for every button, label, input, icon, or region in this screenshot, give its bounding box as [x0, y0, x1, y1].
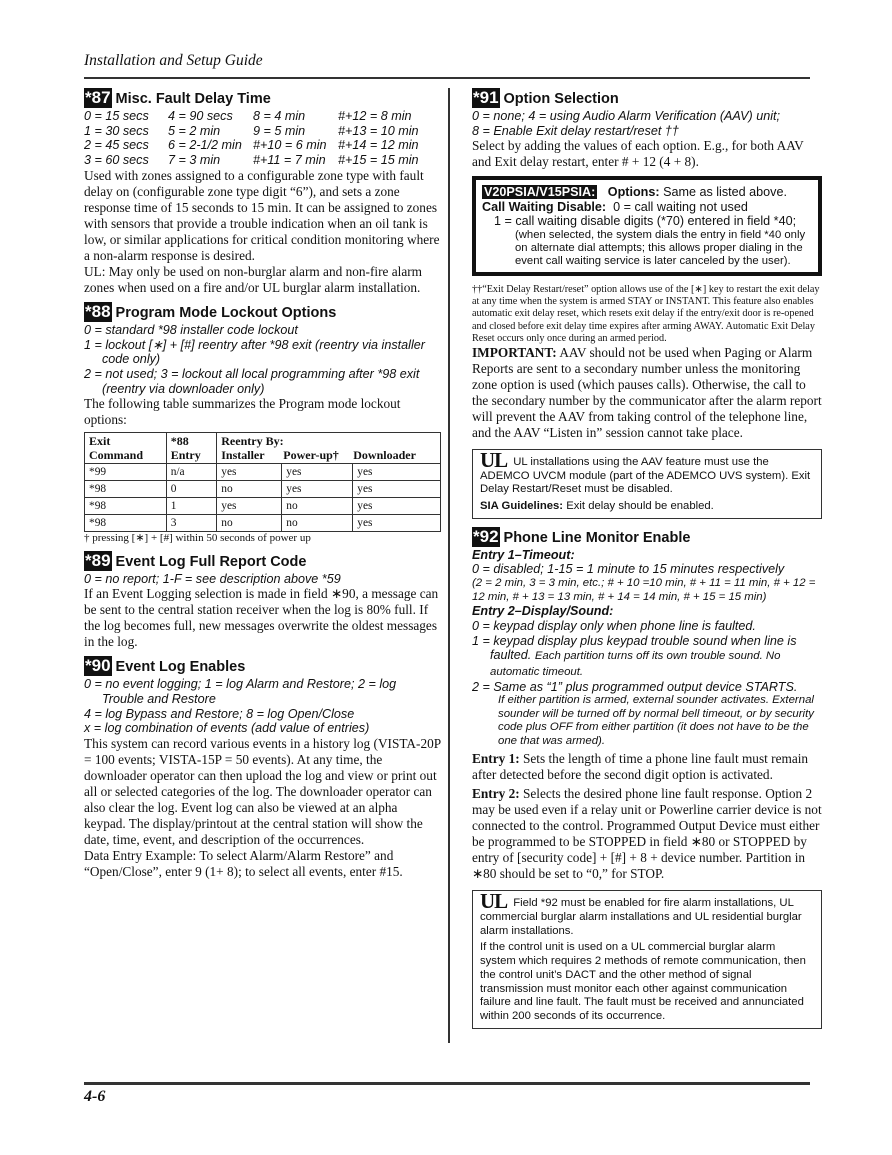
- field-88-option-1: 1 = lockout [∗] + [#] reentry after *98 exit (reentry via installer code only): [84, 337, 425, 367]
- field-91-description: Select by adding the values of each option. E.g., for both AAV and Exit delay restart, enter # + 12 (4 + 8).: [472, 138, 804, 170]
- option-cell: 1 = 30 secs: [84, 123, 149, 138]
- field-90-option-1: 0 = no event logging; 1 = log Alarm and Restore; 2 = log Trouble and Restore: [84, 677, 397, 706]
- field-88-number: *88: [85, 301, 111, 321]
- field-89-description: If an Event Logging selection is made in field ∗90, a message can be sent to the central station receiver when the log is 80% full. If the log becomes full, new messages overwrite the oldest messages in the log.: [84, 586, 439, 650]
- field-90-title: Event Log Enables: [115, 659, 246, 676]
- option-cell: 9 = 5 min: [253, 123, 306, 138]
- field-91-option-1: 0 = none; 4 = using Audio Alarm Verification (AAV) unit;: [472, 109, 781, 123]
- field-92-title: Phone Line Monitor Enable: [503, 529, 691, 546]
- field-89-number: *89: [85, 550, 111, 570]
- column-divider: [448, 88, 450, 1043]
- entry-1-option: 0 = disabled; 1-15 = 1 minute to 15 minutes respectively: [472, 562, 785, 577]
- option-cell: 4 = 90 secs: [168, 109, 233, 123]
- v20psia-options-box: V20PSIA/V15PSIA: Options: Same as listed above. Call Waiting Disable: 0 = call waiting not used 1 = call waiting disable digits (*70) entered in field *40; (when selected, the system dials the entry in field *40 only on alternate dial attempts; this allows proper dialing in the event call waiting service is later canceled by the user).: [472, 176, 822, 276]
- ul-box-phone-line: UL Field *92 must be enabled for fire alarm installations, UL commercial burglar alarm installations and UL residential burglar alarm installations. If the control unit is used on a UL commercial burglar alarm system which requires 2 methods of remote communication, then the control unit’s DACT and the other method of signal transmission must monitor each other against communication failure and line fault. The fault must be received and annunciated within 200 seconds of its occurrence.: [472, 890, 822, 1028]
- entry-2-option-0: 0 = keypad display only when phone line is faulted.: [472, 618, 756, 633]
- field-88-option-0: 0 = standard *98 installer code lockout: [84, 322, 298, 337]
- lockout-table: [84, 432, 441, 532]
- field-88-description: The following table summarizes the Program mode lockout options:: [84, 396, 401, 428]
- option-cell: #+10 = 6 min: [253, 138, 327, 153]
- option-cell: 6 = 2-1/2 min: [168, 138, 242, 153]
- table-row: *98 1 yes no yes: [85, 498, 441, 515]
- field-90-option-2: 4 = log Bypass and Restore; 8 = log Open/Close: [84, 706, 355, 721]
- call-waiting-option-note: (when selected, the system dials the entry in field *40 only on alternate dial attempts; this allows proper dialing in the event call waiting service is later canceled by the user).: [515, 228, 806, 267]
- ul-box-aav: UL UL installations using the AAV feature must use the ADEMCO UVCM module (part of the ADEMCO UVS system). Exit Delay Restart/Reset must be disabled. SIA Guidelines: Exit delay should be enabled.: [472, 449, 822, 519]
- entry-1-description: Entry 1: Sets the length of time a phone line fault must remain after detected before the second digit option is activated.: [472, 751, 809, 783]
- field-90-example: Data Entry Example: To select Alarm/Alarm Restore” and “Open/Close”, enter 9 (1+ 8); to select all events, enter #15.: [84, 848, 403, 880]
- field-90-heading: [84, 656, 441, 677]
- entry-1-heading: Entry 1–Timeout:: [472, 547, 575, 562]
- option-cell: #+14 = 12 min: [338, 138, 419, 153]
- option-cell: #+15 = 15 min: [338, 153, 419, 168]
- header-88-entry: *88 Entry: [166, 433, 217, 464]
- v20psia-badge: V20PSIA/V15PSIA:: [484, 185, 596, 200]
- entry-2-option-2: 2 = Same as “1” plus programmed output device STARTS.: [472, 679, 798, 694]
- field-88-option-2: 2 = not used; 3 = lockout all local programming after *98 exit (reentry via downloader only): [84, 366, 420, 396]
- field-88-title: Program Mode Lockout Options: [115, 304, 337, 321]
- field-92-heading: [472, 527, 822, 548]
- option-cell: #+11 = 7 min: [253, 153, 326, 168]
- header-reentry: Reentry By: Installer Power-up† Downloader: [217, 433, 441, 464]
- field-91-number: *91: [473, 88, 499, 107]
- field-90-option-3: x = log combination of events (add value of entries): [84, 721, 370, 736]
- field-90-description: This system can record various events in a history log (VISTA-20P = 100 events; VISTA-15P = 50 events). At any time, the downloader operator can then upload the log and view or print out all or selected categories of the log. The downloader operator can also clear the log. Event log can also be viewed at an alpha keypad. The display/printout at the central station will show the date, time, event, and description of the occurrences.: [84, 736, 441, 848]
- header-title: Installation and Setup Guide: [84, 52, 263, 69]
- entry-2-heading: Entry 2–Display/Sound:: [472, 604, 614, 619]
- option-cell: 7 = 3 min: [168, 153, 221, 168]
- ul-logo: UL: [480, 889, 508, 914]
- table-row: *98 0 no yes yes: [85, 481, 441, 498]
- field-87-heading: [84, 88, 441, 109]
- field-87-options-grid: [84, 109, 441, 168]
- ul-logo: UL: [480, 447, 508, 472]
- exit-delay-note: ††“Exit Delay Restart/reset” option allows use of the [∗] key to restart the exit delay at any time when the system is armed STAY or INSTANT. This feature also enables automatic exit delay reset, which resets exit delay if the entry/exit door is re-opened and closed before exit delay time expires after arming AWAY. Automatic Exit Delay Reset occurs only once during an armed period.: [472, 283, 820, 344]
- right-column: [472, 88, 822, 1037]
- entry-2-option-1: 1 = keypad display plus keypad trouble sound when line is faulted. Each partition turns off its own trouble sound. No automatic timeout.: [472, 633, 797, 678]
- field-88-heading: [84, 302, 441, 323]
- field-89-heading: [84, 551, 441, 572]
- header-exit-command: Exit Command: [85, 433, 167, 464]
- option-cell: #+12 = 8 min: [338, 109, 412, 123]
- table-row: *98 3 no no yes: [85, 515, 441, 532]
- field-90-number: *90: [85, 656, 111, 676]
- field-87-number: *87: [85, 88, 111, 107]
- table-footnote: † pressing [∗] + [#] within 50 seconds of power up: [84, 532, 311, 545]
- call-waiting-option-1: 1 = call waiting disable digits (*70) entered in field *40;: [494, 214, 797, 229]
- field-92-number: *92: [473, 526, 499, 546]
- option-cell: 5 = 2 min: [168, 123, 221, 138]
- left-column: [84, 88, 441, 880]
- field-87-ul-note: UL: May only be used on non-burglar alarm and non-fire alarm zones when used on a fire and/or UL burglar alarm installation.: [84, 263, 422, 295]
- aav-important-note: IMPORTANT: AAV should not be used when Paging or Alarm Reports are sent to a secondary number unless the monitoring zone option is used (which pauses calls). Otherwise, the call to the secondary number by the communicator after the alarm report will prevent the AAV from taking control of the telephone line, and the AAV “Listen in” session cannot take place.: [472, 344, 822, 440]
- header-rule: [84, 77, 810, 79]
- option-cell: 8 = 4 min: [253, 109, 306, 123]
- entry-2-option-2-detail: If either partition is armed, external sounder activates. External sounder will be turned off by normal bell timeout, or by security code plus OFF from either partition (it does not have to be the one that was armed).: [498, 694, 814, 747]
- field-89-option: 0 = no report; 1-F = see description above *59: [84, 571, 341, 586]
- option-cell: 2 = 45 secs: [84, 138, 149, 153]
- footer-rule: [84, 1082, 810, 1085]
- table-row: *99 n/a yes yes yes: [85, 464, 441, 481]
- page-number: 4-6: [84, 1088, 106, 1105]
- field-91-title: Option Selection: [503, 91, 619, 107]
- entry-2-description: Entry 2: Selects the desired phone line fault response. Option 2 may be used even if a relay unit or Powerline carrier device is not connected to the control. Programmed Output Device must either be programmed to be STOPPED in field ∗80 or STOPPED by entry of [security code] + [#] + 8 + device number. Partition in ∗80 should be set to “0,” for STOP.: [472, 786, 822, 882]
- field-87-description: Used with zones assigned to a configurable zone type with fault delay on (configurable zone type digit “6”), and sets a zone response time of 15 seconds to 15 min. It can be assigned to zones with sensors that provide a trouble indication when an oil tank is low, or similar applications for critical condition monitoring where a non-alarm response is desired.: [84, 167, 440, 263]
- option-cell: #+13 = 10 min: [338, 123, 419, 138]
- field-91-option-2: 8 = Enable Exit delay restart/reset ††: [472, 123, 679, 138]
- entry-1-detail: (2 = 2 min, 3 = 3 min, etc.; # + 10 =10 min, # + 11 = 11 min, # + 12 = 12 min, # + 13 = 13 min, # + 14 = 14 min, # + 15 = 15 min): [472, 577, 816, 603]
- option-cell: 0 = 15 secs: [84, 109, 149, 123]
- field-87-title: Misc. Fault Delay Time: [115, 91, 271, 107]
- field-91-heading: [472, 88, 822, 109]
- field-89-title: Event Log Full Report Code: [115, 553, 307, 570]
- option-cell: 3 = 60 secs: [84, 153, 149, 168]
